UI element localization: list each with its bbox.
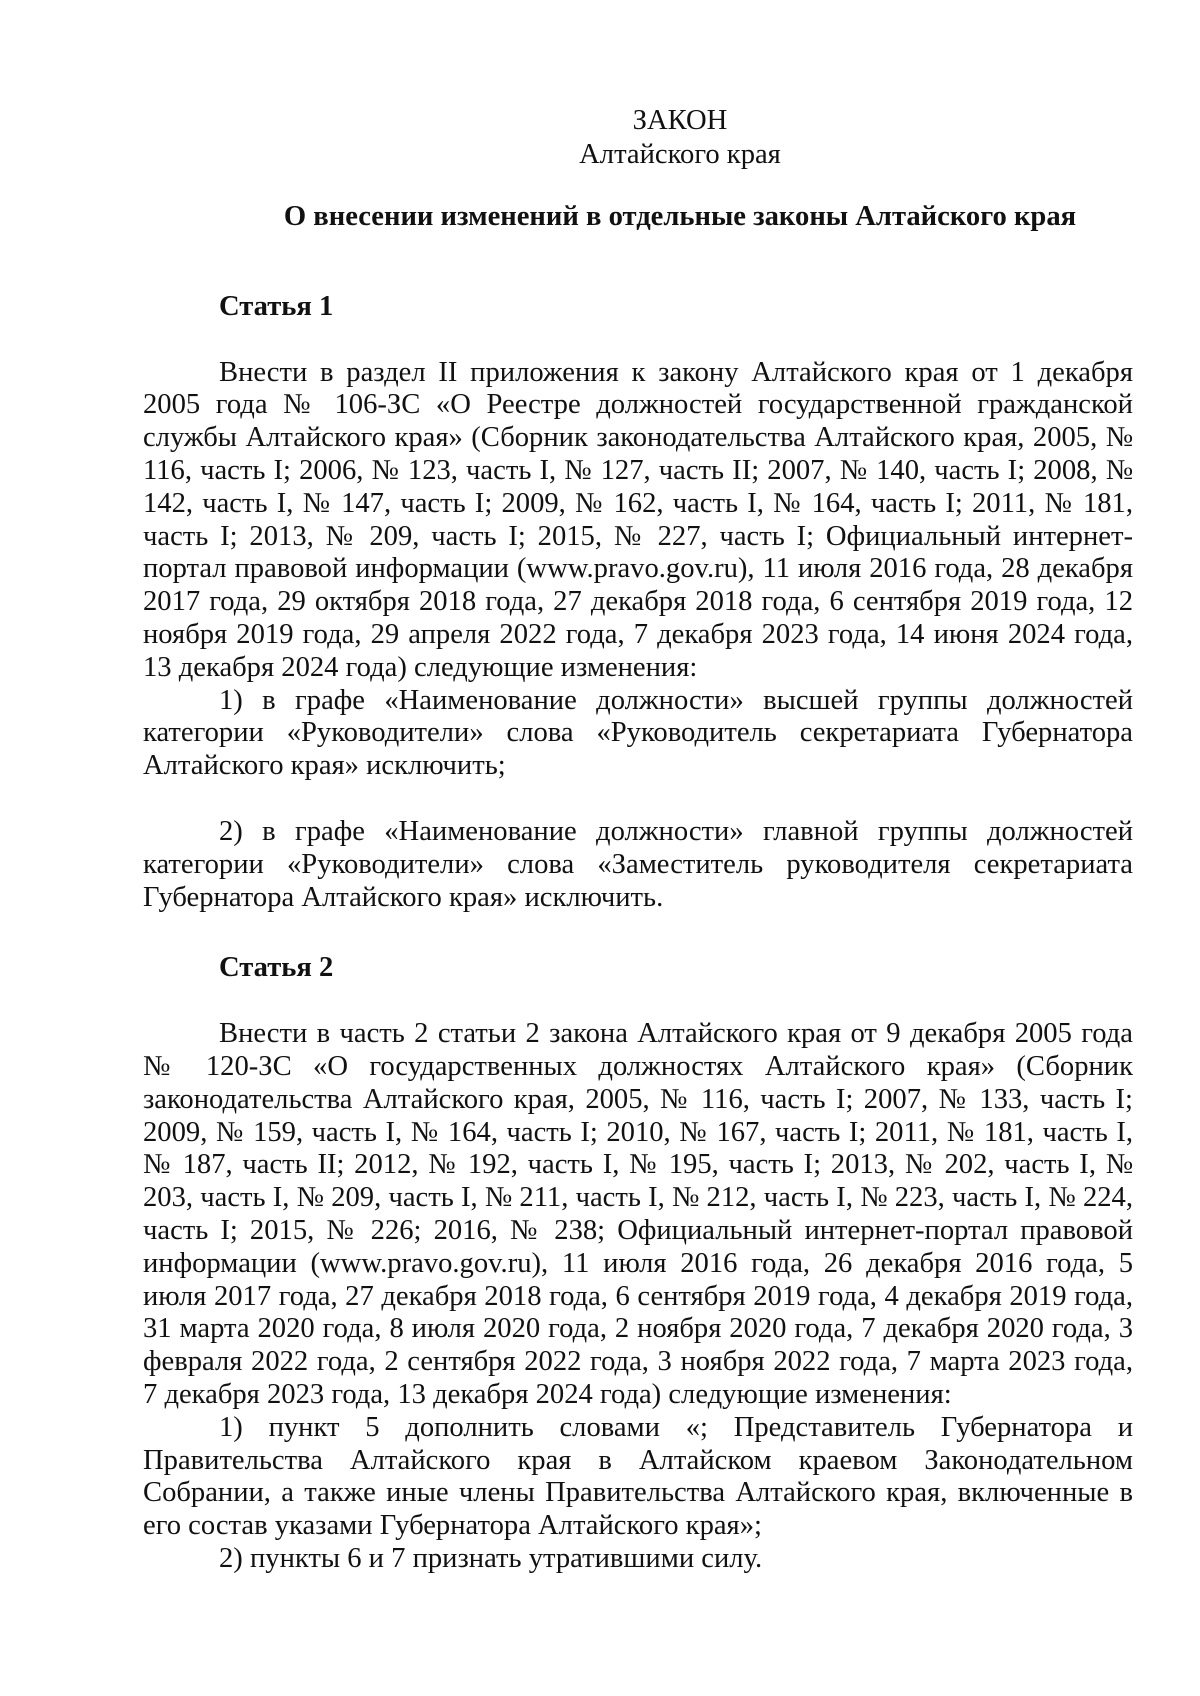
law-name: О внесении изменений в отдельные законы Алтайского края — [283, 201, 1077, 232]
law-subject: Алтайского края — [579, 139, 781, 170]
document-body — [143, 104, 1133, 1576]
article-1-item-2: 2) в графе «Наименование должности» главной группы должностей категории «Руководители» слова «Заместитель руководителя секретариата Губернатора Алтайского края» исключить. — [143, 815, 1133, 913]
article-2-item-1: 1) пункт 5 дополнить словами «; Представитель Губернатора и Правительства Алтайского края в Алтайском краевом Законодательном Собрании, а также иные члены Правительства Алтайского края, включенные в его состав указами Губернатора Алтайского края»; — [143, 1411, 1133, 1542]
article-2-item-2: 2) пункты 6 и 7 признать утратившими силу. — [219, 1542, 763, 1574]
article-1-intro: Внести в раздел II приложения к закону Алтайского края от 1 декабря 2005 года № 106-ЗС «О Реестре должностей государственной гражданской службы Алтайского края» (Сборник законодательства Алтайского края, 2005, № 116, часть I; 2006, № 123, часть I, № 127, часть II; 2007, № 140, часть I; 2008, № 142, часть I, № 147, часть I; 2009, № 162, часть I, № 164, часть I; 2011, № 181, часть I; 2013, № 209, часть I; 2015, № 227, часть I; Официальный интернет-портал правовой информации (www.pravo.gov.ru), 11 июля 2016 года, 28 декабря 2017 года, 29 октября 2018 года, 27 декабря 2018 года, 6 сентября 2019 года, 12 ноября 2019 года, 29 апреля 2022 года, 7 декабря 2023 года, 14 июня 2024 года, 13 декабря 2024 года) следующие изменения: — [143, 356, 1133, 683]
article-2-heading: Статья 2 — [219, 952, 334, 984]
article-2-intro: Внести в часть 2 статьи 2 закона Алтайского края от 9 декабря 2005 года № 120-ЗС «О государственных должностях Алтайского края» (Сборник законодательства Алтайского края, 2005, № 116, часть I; 2007, № 133, часть I; 2009, № 159, часть I, № 164, часть I; 2010, № 167, часть I; 2011, № 181, часть I, № 187, часть II; 2012, № 192, часть I, № 195, часть I; 2013, № 202, часть I, № 203, часть I, № 209, часть I, № 211, часть I, № 212, часть I, № 223, часть I, № 224, часть I; 2015, № 226; 2016, № 238; Официальный интернет-портал правовой информации (www.pravo.gov.ru), 11 июля 2016 года, 26 декабря 2016 года, 5 июля 2017 года, 27 декабря 2018 года, 6 сентября 2019 года, 4 декабря 2019 года, 31 марта 2020 года, 8 июля 2020 года, 2 ноября 2020 года, 7 декабря 2020 года, 3 февраля 2022 года, 2 сентября 2022 года, 3 ноября 2022 года, 7 марта 2023 года, 7 декабря 2023 года, 13 декабря 2024 года) следующие изменения: — [143, 1018, 1133, 1410]
article-1-heading: Статья 1 — [219, 290, 334, 322]
law-title: ЗАКОН — [632, 105, 728, 136]
article-1-item-1: 1) в графе «Наименование должности» высшей группы должностей категории «Руководители» слова «Руководитель секретариата Губернатора Алтайского края» исключить; — [143, 684, 1133, 782]
